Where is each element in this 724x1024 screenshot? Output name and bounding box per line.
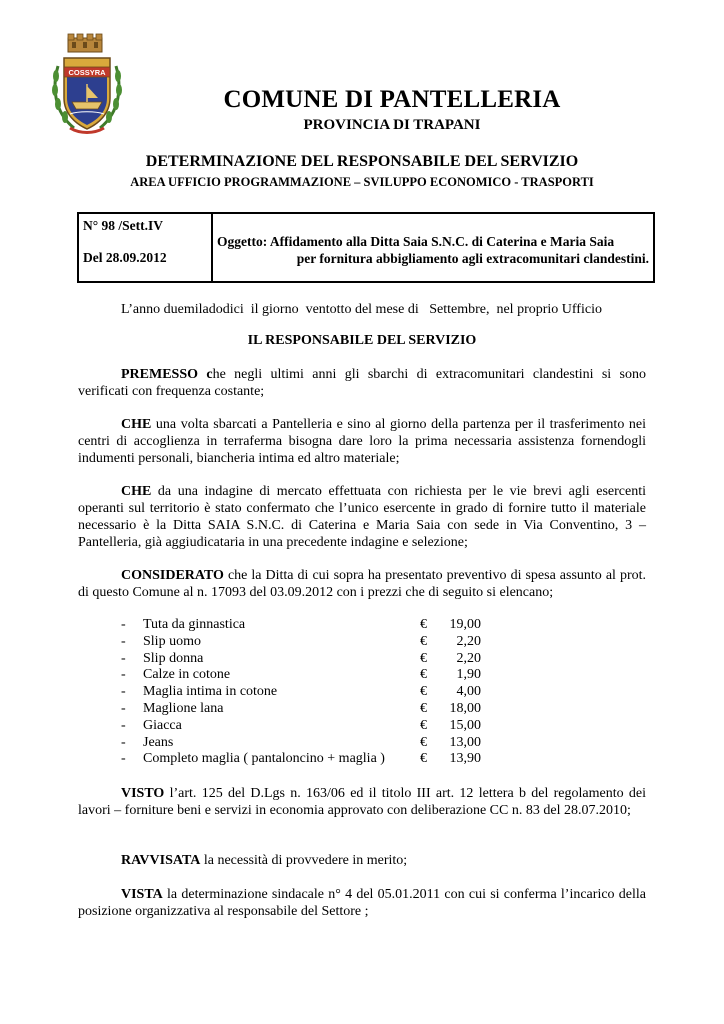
box-divider [211,214,213,281]
list-dash: - [121,684,126,700]
price-list [121,617,481,768]
list-item [121,701,481,718]
item-price: 18,00 [449,700,481,716]
vista-text: la determinazione sindacale n° 4 del 05.01.2011 con cui si conferma l’incarico della posizione organizzativa al responsabile del Settore ; [78,887,646,919]
premesso-paragraph [78,366,646,400]
item-currency: € [420,633,427,649]
item-name: Calze in cotone [143,667,231,683]
list-dash: - [121,717,126,733]
ravvisata-text: la necessità di provvedere in merito; [200,853,408,868]
ravvisata-keyword: RAVVISATA [121,853,201,868]
list-item [121,718,481,735]
responsabile-heading: IL RESPONSABILE DEL SERVIZIO [247,333,477,348]
list-dash: - [121,751,126,767]
list-dash: - [121,667,126,683]
province-subtitle: PROVINCIA DI TRAPANI [303,117,481,133]
che-keyword-1: CHE [121,417,152,432]
list-item [121,735,481,752]
subject-line-1: Oggetto: Affidamento alla Ditta Saia S.N.C. di Caterina e Maria Saia [217,234,615,249]
item-currency: € [420,734,427,750]
item-name: Jeans [143,734,174,750]
list-item [121,634,481,651]
intro-line: L’anno duemiladodici il giorno ventotto del mese di Settembre, nel proprio Ufficio [121,302,602,317]
list-dash: - [121,734,126,750]
considerato-text: che la Ditta di cui sopra ha presentato preventivo di spesa assunto al prot. di questo Comune al n. 17093 del 03.09.2012 con i prezzi che di seguito si elencano; [78,568,646,600]
list-item [121,684,481,701]
determination-number: N° 98 /Sett.IV [83,218,164,233]
visto-keyword: VISTO [121,786,165,801]
ravvisata-paragraph [78,852,646,869]
item-price: 2,20 [456,650,481,666]
list-dash: - [121,650,126,666]
item-name: Slip uomo [143,633,201,649]
list-item [121,667,481,684]
vista-paragraph [78,886,646,920]
list-dash: - [121,617,126,632]
list-item [121,751,481,768]
item-name: Maglia intima in cotone [143,684,278,700]
reference-box [77,212,655,283]
svg-text:COSSYRA: COSSYRA [68,68,106,77]
list-dash: - [121,633,126,649]
determination-title: DETERMINAZIONE DEL RESPONSABILE DEL SERVIZIO [145,153,579,170]
item-name: Slip donna [143,650,204,666]
item-currency: € [420,667,427,683]
premesso-text: he negli ultimi anni gli sbarchi di extracomunitari clandestini si sono verificati con frequenza costante; [78,367,646,399]
list-item [121,651,481,668]
item-name: Completo maglia ( pantaloncino + maglia ) [143,751,385,767]
item-name: Tuta da ginnastica [143,617,246,632]
che-paragraph-2 [78,483,646,551]
subject-line-2: per fornitura abbigliamento agli extracomunitari clandestini. [296,251,649,266]
considerato-paragraph [78,567,646,601]
item-name: Maglione lana [143,700,224,716]
visto-paragraph [78,785,646,819]
item-price: 4,00 [456,684,481,700]
considerato-keyword: CONSIDERATO [121,568,224,583]
che-keyword-2: CHE [121,484,152,499]
item-currency: € [420,617,427,632]
che-text-1: una volta sbarcati a Pantelleria e sino al giorno della partenza per il trasferimento nei centri di accoglienza in terraferma bisogna dare loro la prima necessaria assistenza fornendogli indumenti personali, biancheria intima ed altro materiale; [78,417,646,466]
determination-date: Del 28.09.2012 [83,250,167,265]
item-price: 19,00 [449,617,481,632]
item-currency: € [420,751,427,767]
item-price: 13,90 [449,751,481,767]
item-price: 15,00 [449,717,481,733]
item-name: Giacca [143,717,182,733]
item-price: 2,20 [456,633,481,649]
che-paragraph-1 [78,416,646,467]
list-dash: - [121,700,126,716]
municipality-title: COMUNE DI PANTELLERIA [223,86,561,113]
item-price: 1,90 [456,667,481,683]
list-item [121,617,481,634]
che-text-2: da una indagine di mercato effettuata con richiesta per le vie brevi agli esercenti operanti sul territorio è stato confermato che l’unico esercente in grado di fornire tutto il materiale necessario è la Ditta SAIA S.N.C. di Caterina e Maria Saia con sede in Via Conventino, 3 – Pantelleria, già aggiudicataria in una precedente indagine e selezione; [78,484,646,550]
visto-text: l’art. 125 del D.Lgs n. 163/06 ed il titolo III art. 12 lettera b del regolamento dei lavori – forniture beni e servizi in economia approvato con deliberazione CC n. 83 del 28.07.2010; [78,786,646,818]
item-currency: € [420,650,427,666]
item-price: 13,00 [449,734,481,750]
item-currency: € [420,717,427,733]
area-subtitle: AREA UFFICIO PROGRAMMAZIONE – SVILUPPO ECONOMICO - TRASPORTI [130,175,594,189]
item-currency: € [420,700,427,716]
item-currency: € [420,684,427,700]
vista-keyword: VISTA [121,887,163,902]
premesso-keyword: PREMESSO c [121,367,213,382]
